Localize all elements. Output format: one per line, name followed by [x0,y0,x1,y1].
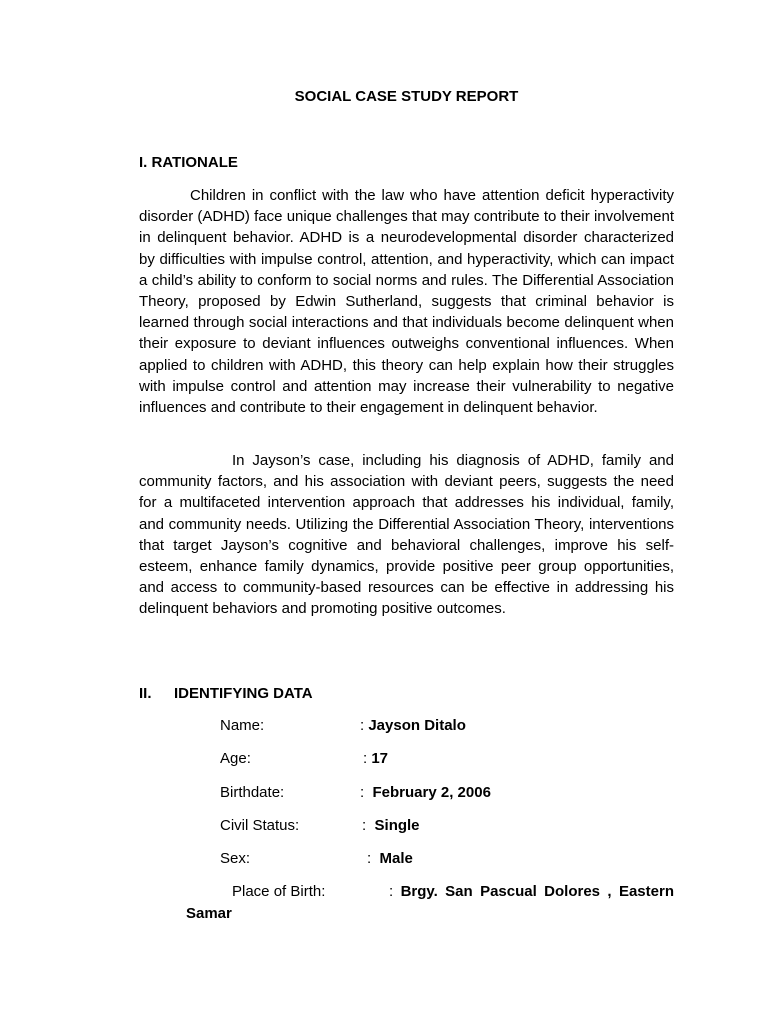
place-of-birth-text-line-2: Samar [186,905,232,922]
name-text: Jayson Ditalo [368,717,466,734]
birthdate-label: Birthdate: [220,784,285,801]
name-separator: : [360,717,365,734]
sex-label: Sex: [220,850,251,867]
sex-separator: : [367,850,372,867]
birthdate-text: February 2, 2006 [372,784,491,801]
civil-status-separator: : [362,817,367,834]
place-of-birth-text-line-1: Brgy. San Pascual Dolores , Eastern [400,883,674,900]
birthdate-separator: : [360,784,365,801]
rationale-heading: I. RATIONALE [139,154,238,171]
document-title: SOCIAL CASE STUDY REPORT [294,88,519,105]
sex-value [367,850,413,868]
place-of-birth-separator: : [389,883,394,900]
section-title: IDENTIFYING DATA [174,685,313,702]
sex-text: Male [379,850,413,867]
age-label: Age: [220,750,251,767]
identifying-data-heading [139,685,313,703]
rationale-paragraph-2: In Jayson’s case, including his diagnosis of ADHD, family and community factors, and his association with deviant peers, suggests the need for a multifaceted intervention approach that addresses his individual, family, and community needs. Utilizing the Differential Association Theory, interventions that target Jayson’s cognitive and behavioral challenges, improve his self-esteem, enhance family dynamics, provide positive peer group opportunities, and access to community-based resources can be effective in addressing his delinquent behaviors and promoting positive outcomes. [139,452,674,618]
age-value [363,750,388,768]
rationale-paragraph-1: Children in conflict with the law who have attention deficit hyperactivity disorder (ADHD) face unique challenges that may contribute to their involvement in delinquent behavior. ADHD is a neurodevelopmental disorder characterized by difficulties with impulse control, attention, and hyperactivity, which can impact a child’s ability to conform to social norms and rules. The Differential Association Theory, proposed by Edwin Sutherland, suggests that criminal behavior is learned through social interactions and that individuals become delinquent when their exposure to deviant influences outweighs conventional influences. When applied to children with ADHD, this theory can help explain how their struggles with impulse control and attention may increase their vulnerability to negative influences and contribute to their engagement in delinquent behavior. [139,187,674,417]
age-separator: : [363,750,368,767]
civil-status-value [362,817,420,835]
birthdate-value [360,784,491,802]
civil-status-text: Single [374,817,420,834]
place-of-birth-value [389,883,674,901]
age-text: 17 [371,750,389,767]
place-of-birth-label: Place of Birth: [232,883,326,900]
name-label: Name: [220,717,265,734]
section-number: II. [139,685,152,702]
civil-status-label: Civil Status: [220,817,300,834]
name-value [360,717,466,735]
